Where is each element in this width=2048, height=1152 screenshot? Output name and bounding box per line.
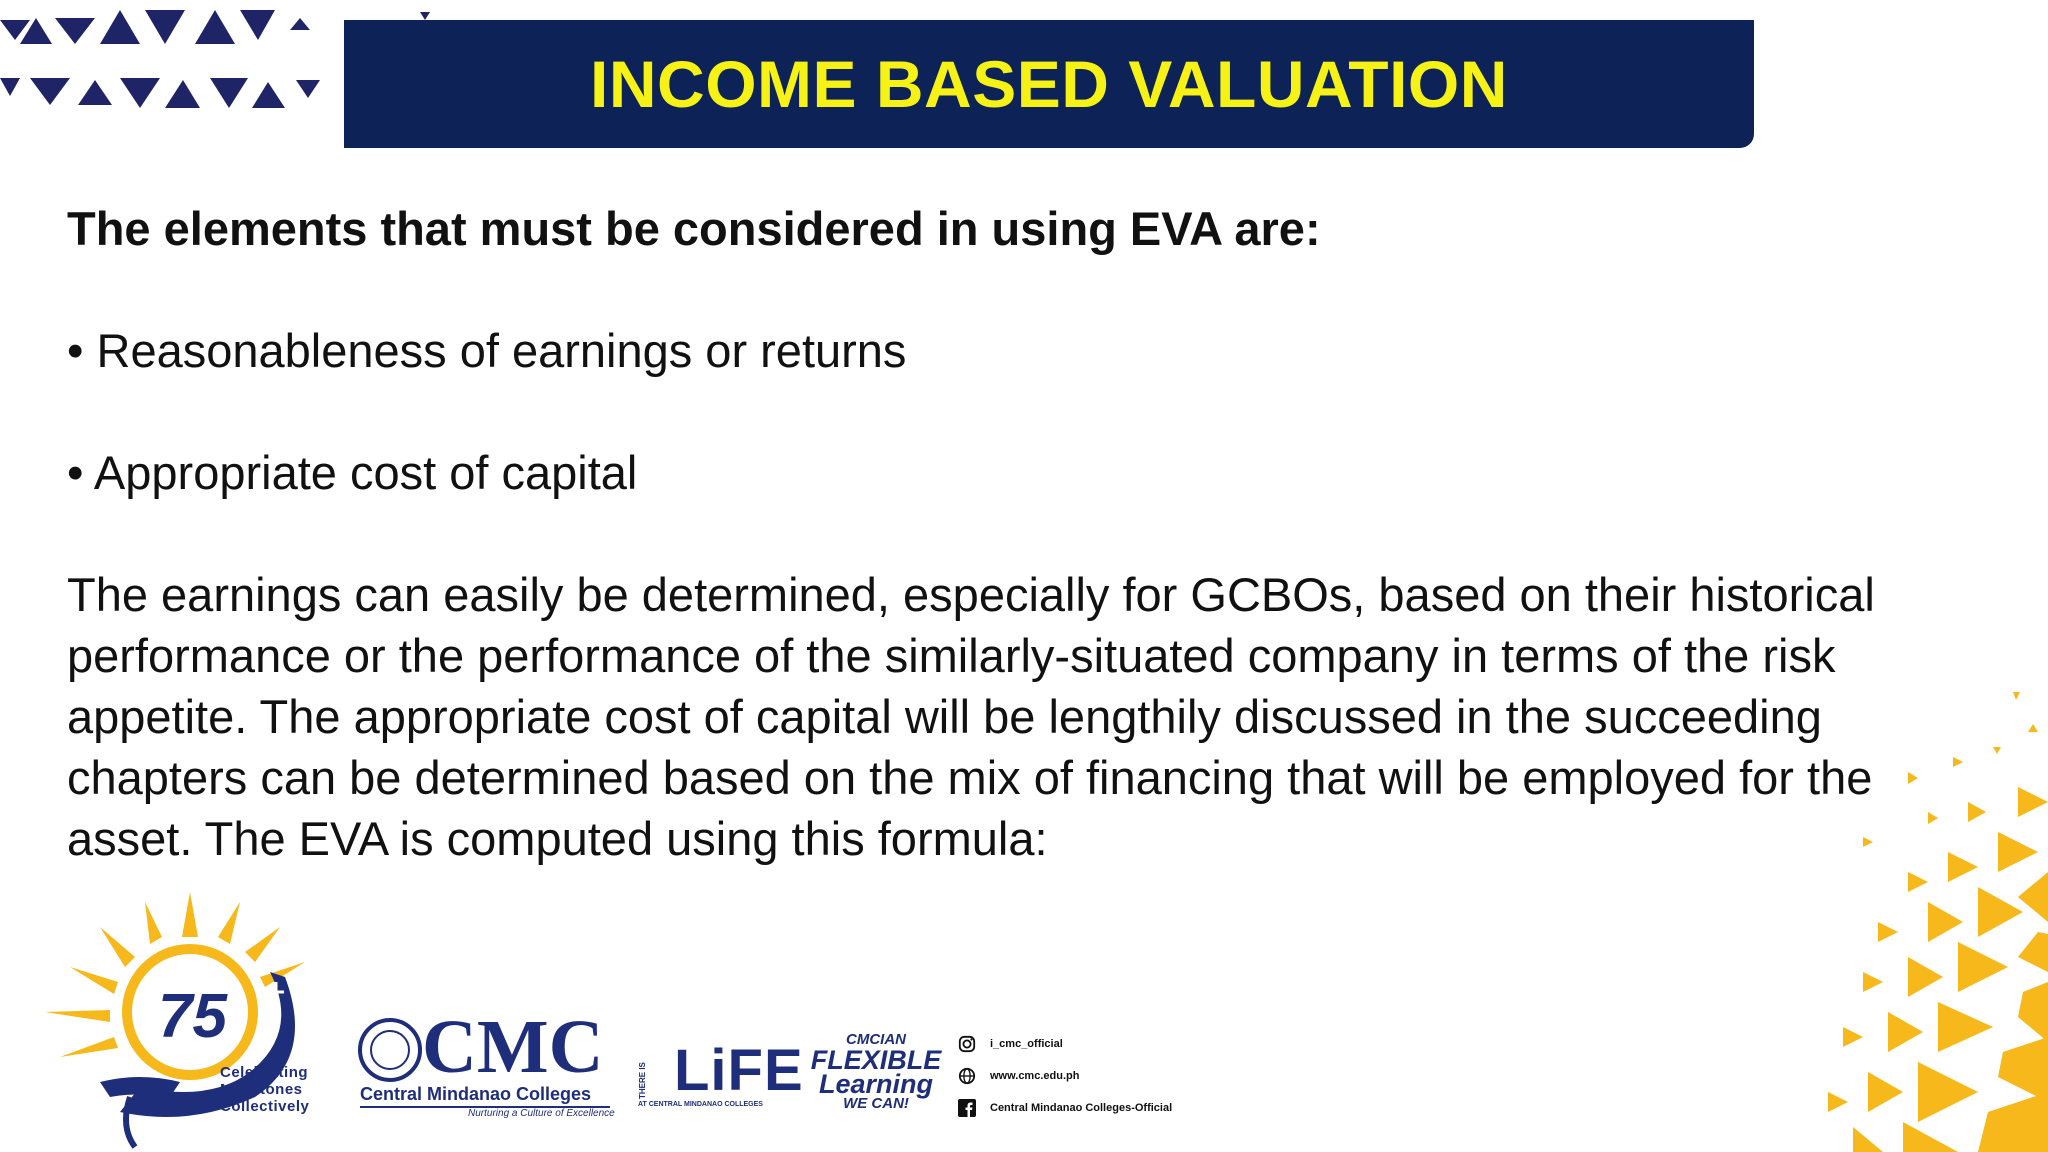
slide-title: INCOME BASED VALUATION xyxy=(590,47,1508,121)
cmc-seal-icon xyxy=(358,1018,422,1082)
title-banner xyxy=(344,20,1754,148)
flex-line: Learning xyxy=(818,1069,933,1099)
emblem-number: 75 xyxy=(158,982,227,1051)
social-links xyxy=(958,1028,1172,1124)
emblem-tagline-line: Celebrating xyxy=(220,1064,309,1081)
cmc-motto: Nurturing a Culture of Excellence xyxy=(468,1108,615,1119)
website-url: www.cmc.edu.ph xyxy=(990,1070,1080,1082)
life-bottom-text: AT CENTRAL MINDANAO COLLEGES xyxy=(638,1101,763,1108)
social-row-facebook[interactable] xyxy=(958,1092,1172,1124)
social-row-website[interactable] xyxy=(958,1060,1172,1092)
facebook-page: Central Mindanao Colleges-Official xyxy=(990,1102,1173,1114)
cmc-acronym: CMC xyxy=(422,1005,604,1089)
bullet-item: • Reasonableness of earnings or returns xyxy=(67,324,907,377)
life-side-text: THERE IS xyxy=(638,1062,647,1099)
cmc-name: Central Mindanao Colleges xyxy=(360,1084,592,1104)
social-row-instagram[interactable] xyxy=(958,1028,1172,1060)
instagram-handle: i_cmc_official xyxy=(990,1038,1063,1050)
facebook-icon xyxy=(958,1099,976,1117)
emblem-tagline-line: Collectively xyxy=(220,1098,310,1115)
flexible-learning-logo xyxy=(806,1032,946,1112)
bullet-item: • Appropriate cost of capital xyxy=(67,446,638,499)
life-word: LiFE xyxy=(674,1038,804,1103)
flex-line: WE CAN! xyxy=(843,1095,909,1112)
flex-line: FLEXIBLE xyxy=(810,1045,942,1075)
section-heading: The elements that must be considered in using EVA are: xyxy=(67,202,1321,255)
emblem-tagline xyxy=(220,1064,309,1115)
triangle-pattern-bottom-right xyxy=(1618,672,2048,1152)
flex-line: CMCIAN xyxy=(846,1031,906,1048)
life-logo xyxy=(638,1038,804,1108)
instagram-icon xyxy=(958,1035,976,1053)
cmc-logo xyxy=(358,1005,618,1119)
body-paragraph: The earnings can easily be determined, especially for GCBOs, based on their historical performance or the performance of the similarly-situated company in terms of the risk appetite. The appropriate cost of capital will be lengthily discussed in the succeeding chapters can be determined based on the mix of financing that will be employed for the asset. The EVA is computed using this formula: xyxy=(67,568,1875,865)
globe-icon xyxy=(958,1067,976,1085)
emblem-tagline-line: Milestones xyxy=(220,1081,303,1098)
